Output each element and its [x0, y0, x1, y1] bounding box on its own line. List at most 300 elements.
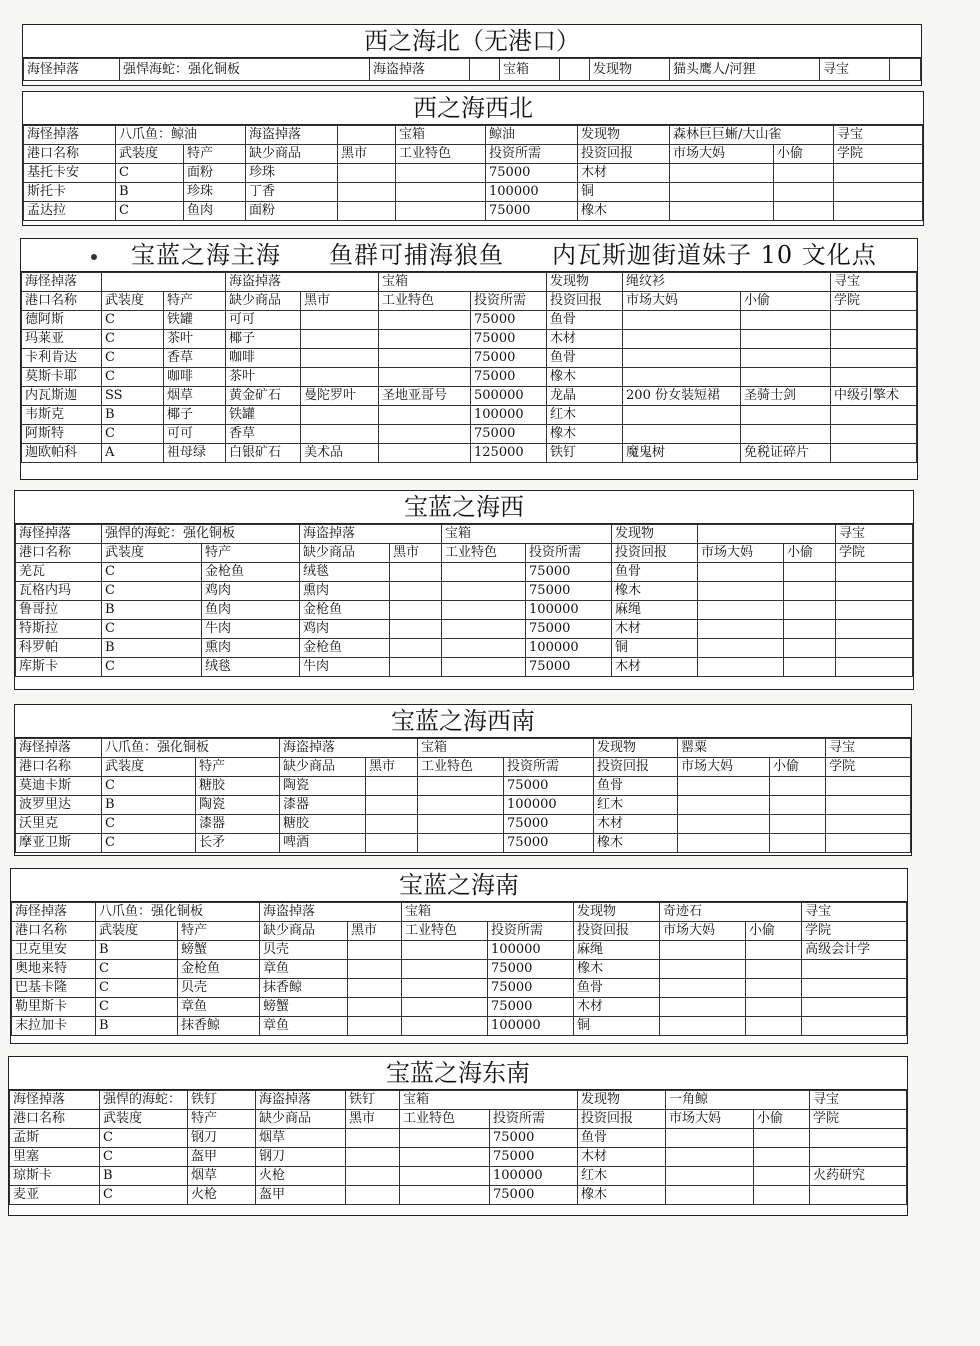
table-cell: [623, 425, 741, 444]
table-cell: 金枪鱼: [178, 960, 260, 979]
table-cell: [836, 601, 913, 620]
section-west-sea-north: [22, 24, 922, 86]
table-cell: 基托卡安: [24, 164, 116, 183]
table-cell: [418, 777, 504, 796]
table-cell: 绒毯: [202, 658, 300, 677]
table-cell: 玛莱亚: [22, 330, 102, 349]
table-cell: 发现物: [574, 903, 660, 922]
table-cell: 强悍海蛇：强化铜板: [120, 59, 370, 81]
table-cell: [396, 183, 486, 202]
table-cell: 75000: [526, 582, 612, 601]
table-cell: 100000: [526, 639, 612, 658]
table-cell: 海怪掉落: [12, 903, 96, 922]
table-cell: [831, 330, 917, 349]
column-header: 黑市: [346, 1110, 400, 1129]
column-header: 工业特色: [396, 145, 486, 164]
table-cell: 发现物: [612, 525, 698, 544]
table-cell: [366, 777, 418, 796]
table-cell: 75000: [526, 620, 612, 639]
table-cell: [301, 349, 379, 368]
table-cell: [698, 563, 784, 582]
table-row: [16, 620, 913, 639]
table-cell: [741, 330, 831, 349]
table-cell: [810, 1129, 907, 1148]
column-header: 投资回报: [594, 758, 678, 777]
section-west-sea-northwest: [22, 91, 924, 226]
table-cell: C: [102, 658, 202, 677]
table-cell: 圣骑士剑: [741, 387, 831, 406]
table-row: [24, 183, 923, 202]
column-header: 市场大妈: [666, 1110, 754, 1129]
table-cell: 烟草: [188, 1167, 256, 1186]
table-cell: 海盗掉落: [280, 739, 418, 758]
table-cell: [623, 406, 741, 425]
table-cell: 海怪掉落: [10, 1091, 100, 1110]
port-table: [21, 272, 917, 463]
table-cell: 螃蟹: [178, 941, 260, 960]
table-cell: [400, 1167, 490, 1186]
column-header: 缺少商品: [256, 1110, 346, 1129]
table-cell: 迦欧帕科: [22, 444, 102, 463]
section-title: 宝蓝之海南: [11, 869, 907, 902]
table-cell: 波罗里达: [16, 796, 102, 815]
table-cell: 75000: [486, 202, 578, 221]
table-cell: 100000: [486, 183, 578, 202]
table-cell: [338, 164, 396, 183]
bullet-icon: [91, 254, 97, 260]
table-cell: 海盗掉落: [260, 903, 402, 922]
column-header: 特产: [196, 758, 280, 777]
table-cell: [810, 1186, 907, 1205]
table-cell: 章鱼: [178, 998, 260, 1017]
table-cell: 里塞: [10, 1148, 100, 1167]
table-cell: 螃蟹: [260, 998, 348, 1017]
table-row: [12, 979, 907, 998]
table-cell: 面粉: [184, 164, 246, 183]
table-cell: 75000: [486, 164, 578, 183]
table-cell: 75000: [488, 998, 574, 1017]
table-cell: 盔甲: [188, 1148, 256, 1167]
table-cell: 寻宝: [826, 739, 911, 758]
column-header: 武装度: [100, 1110, 188, 1129]
table-cell: 橡木: [578, 1186, 666, 1205]
table-cell: 100000: [471, 406, 547, 425]
table-cell: [746, 1017, 802, 1036]
column-header: 特产: [178, 922, 260, 941]
table-cell: 寻宝: [836, 525, 913, 544]
table-cell: 茶叶: [226, 368, 301, 387]
table-row: [22, 368, 917, 387]
table-cell: 啤酒: [280, 834, 366, 853]
table-row: [12, 960, 907, 979]
table-cell: 海怪掉落: [16, 525, 102, 544]
table-cell: 章鱼: [260, 960, 348, 979]
table-cell: C: [96, 998, 178, 1017]
table-cell: 莫斯卡耶: [22, 368, 102, 387]
column-header: 港口名称: [10, 1110, 100, 1129]
table-cell: 红木: [578, 1167, 666, 1186]
table-cell: [402, 960, 488, 979]
table-cell: [301, 425, 379, 444]
table-cell: 库斯卡: [16, 658, 102, 677]
table-cell: 莫迪卡斯: [16, 777, 102, 796]
table-cell: C: [96, 979, 178, 998]
table-cell: 铁罐: [226, 406, 301, 425]
table-cell: 八爪鱼：强化铜板: [96, 903, 260, 922]
table-cell: 橡木: [612, 582, 698, 601]
table-cell: 75000: [471, 349, 547, 368]
table-cell: 铜: [612, 639, 698, 658]
table-cell: 海盗掉落: [246, 126, 338, 145]
column-header: 缺少商品: [260, 922, 348, 941]
table-cell: 卫克里安: [12, 941, 96, 960]
table-row: [24, 202, 923, 221]
table-cell: 75000: [526, 658, 612, 677]
table-cell: 珍珠: [246, 164, 338, 183]
port-table: [15, 524, 913, 677]
table-cell: [442, 563, 526, 582]
table-row: [10, 1186, 907, 1205]
section-title-bar: [21, 239, 917, 272]
table-cell: C: [96, 960, 178, 979]
section-title: 宝蓝之海西南: [15, 705, 911, 738]
column-header: 投资所需: [490, 1110, 578, 1129]
column-header: 小偷: [754, 1110, 810, 1129]
table-cell: [379, 349, 471, 368]
table-cell: 木材: [578, 164, 670, 183]
table-cell: A: [102, 444, 164, 463]
table-cell: [400, 1148, 490, 1167]
column-header: 黑市: [348, 922, 402, 941]
table-cell: 绳纹衫: [623, 273, 831, 292]
table-cell: 金枪鱼: [300, 601, 390, 620]
table-row: [22, 330, 917, 349]
table-header-row: [22, 292, 917, 311]
table-cell: [836, 582, 913, 601]
table-cell: [678, 796, 770, 815]
table-cell: 鲸油: [486, 126, 578, 145]
table-cell: [623, 349, 741, 368]
column-header: 小偷: [784, 544, 836, 563]
table-cell: 发现物: [578, 126, 670, 145]
table-cell: 猫头鹰人/河狸: [670, 59, 820, 81]
column-header: 学院: [834, 145, 923, 164]
table-cell: 面粉: [246, 202, 338, 221]
table-cell: 丁香: [246, 183, 338, 202]
table-cell: [770, 796, 826, 815]
table-cell: [810, 1148, 907, 1167]
table-cell: [678, 777, 770, 796]
table-cell: [698, 620, 784, 639]
section-blue-sea-southwest: [14, 704, 912, 856]
table-row: [22, 311, 917, 330]
column-header: 小偷: [741, 292, 831, 311]
column-header: 市场大妈: [670, 145, 774, 164]
table-cell: 75000: [490, 1129, 578, 1148]
column-header: 投资所需: [526, 544, 612, 563]
table-cell: 红木: [594, 796, 678, 815]
table-cell: 寻宝: [834, 126, 923, 145]
table-cell: [802, 979, 907, 998]
table-cell: [746, 941, 802, 960]
column-header: 港口名称: [24, 145, 116, 164]
section-blue-sea-south: [10, 868, 908, 1044]
table-cell: [834, 183, 923, 202]
table-cell: 圣地亚哥号: [379, 387, 471, 406]
table-cell: [698, 601, 784, 620]
table-cell: 孟斯: [10, 1129, 100, 1148]
table-cell: 200 份女装短裙: [623, 387, 741, 406]
table-cell: B: [102, 639, 202, 658]
table-cell: 末拉加卡: [12, 1017, 96, 1036]
table-cell: [741, 311, 831, 330]
table-cell: [754, 1148, 810, 1167]
table-cell: [678, 815, 770, 834]
table-cell: [826, 796, 911, 815]
column-header: 学院: [810, 1110, 907, 1129]
table-cell: 木材: [574, 998, 660, 1017]
table-cell: [102, 273, 226, 292]
table-cell: 橡木: [594, 834, 678, 853]
table-cell: [802, 960, 907, 979]
table-cell: 100000: [488, 941, 574, 960]
table-cell: 钢刀: [188, 1129, 256, 1148]
table-cell: [366, 834, 418, 853]
column-header: 投资回报: [578, 1110, 666, 1129]
table-cell: 鱼骨: [547, 311, 623, 330]
column-header: 投资所需: [471, 292, 547, 311]
table-cell: [666, 1186, 754, 1205]
table-cell: [400, 1186, 490, 1205]
table-cell: C: [102, 311, 164, 330]
table-cell: 巴基卡隆: [12, 979, 96, 998]
table-cell: [784, 639, 836, 658]
table-cell: 宝箱: [418, 739, 594, 758]
table-cell: 咖啡: [226, 349, 301, 368]
column-header: 武装度: [102, 544, 202, 563]
table-row: [22, 349, 917, 368]
table-row: [22, 406, 917, 425]
table-cell: C: [102, 330, 164, 349]
table-row: [16, 739, 911, 758]
table-cell: 内瓦斯迦: [22, 387, 102, 406]
table-cell: [770, 815, 826, 834]
table-cell: 瓦格内玛: [16, 582, 102, 601]
port-rows: [12, 941, 907, 1036]
table-cell: 金枪鱼: [202, 563, 300, 582]
table-cell: [784, 582, 836, 601]
table-cell: [660, 979, 746, 998]
table-cell: [348, 941, 402, 960]
table-row: [12, 903, 907, 922]
table-row: [22, 425, 917, 444]
table-cell: 75000: [490, 1186, 578, 1205]
table-cell: [741, 368, 831, 387]
table-cell: 75000: [488, 960, 574, 979]
table-cell: [660, 998, 746, 1017]
table-row: [24, 126, 923, 145]
table-cell: [741, 425, 831, 444]
table-cell: 火枪: [188, 1186, 256, 1205]
table-header-row: [16, 758, 911, 777]
table-cell: 鱼骨: [574, 979, 660, 998]
table-cell: [418, 834, 504, 853]
table-cell: 贝壳: [178, 979, 260, 998]
table-cell: [338, 202, 396, 221]
table-cell: B: [102, 796, 196, 815]
table-cell: [834, 202, 923, 221]
column-header: 投资回报: [578, 145, 670, 164]
table-cell: 长矛: [196, 834, 280, 853]
table-cell: [784, 658, 836, 677]
table-cell: [396, 202, 486, 221]
table-cell: 75000: [504, 777, 594, 796]
column-header: 投资所需: [486, 145, 578, 164]
table-cell: [836, 658, 913, 677]
table-cell: 牛肉: [202, 620, 300, 639]
table-cell: [666, 1167, 754, 1186]
table-row: [22, 387, 917, 406]
table-cell: 牛肉: [300, 658, 390, 677]
title-note: 内瓦斯迦街道妹子 10 文化点: [552, 241, 877, 269]
table-cell: 75000: [490, 1148, 578, 1167]
table-cell: 椰子: [164, 406, 226, 425]
table-cell: [366, 815, 418, 834]
column-header: 黑市: [366, 758, 418, 777]
table-cell: [670, 164, 774, 183]
table-cell: [774, 183, 834, 202]
table-cell: C: [102, 368, 164, 387]
table-cell: [826, 777, 911, 796]
table-cell: 100000: [490, 1167, 578, 1186]
table-cell: 麦亚: [10, 1186, 100, 1205]
table-cell: [442, 601, 526, 620]
table-row: [22, 273, 917, 292]
table-cell: 祖母绿: [164, 444, 226, 463]
column-header: 港口名称: [22, 292, 102, 311]
table-cell: 发现物: [590, 59, 670, 81]
table-cell: 鱼骨: [612, 563, 698, 582]
table-cell: 铜: [574, 1017, 660, 1036]
table-cell: 强悍的海蛇：强化铜板: [102, 525, 300, 544]
table-cell: 100000: [488, 1017, 574, 1036]
table-cell: 鱼肉: [202, 601, 300, 620]
table-cell: 铁钉: [188, 1091, 256, 1110]
table-cell: 铁钉: [346, 1091, 400, 1110]
table-cell: 沃里克: [16, 815, 102, 834]
table-cell: 100000: [526, 601, 612, 620]
table-cell: [442, 582, 526, 601]
table-cell: [301, 311, 379, 330]
table-row: [12, 941, 907, 960]
table-cell: 曼陀罗叶: [301, 387, 379, 406]
table-cell: B: [96, 1017, 178, 1036]
column-header: 缺少商品: [226, 292, 301, 311]
table-cell: [390, 658, 442, 677]
table-cell: 火药研究: [810, 1167, 907, 1186]
table-cell: 章鱼: [260, 1017, 348, 1036]
column-header: 武装度: [102, 292, 164, 311]
column-header: 工业特色: [418, 758, 504, 777]
column-header: 学院: [826, 758, 911, 777]
table-row: [16, 658, 913, 677]
table-cell: 德阿斯: [22, 311, 102, 330]
table-cell: 75000: [504, 834, 594, 853]
table-cell: 海怪掉落: [16, 739, 102, 758]
table-cell: 熏肉: [202, 639, 300, 658]
table-cell: [348, 960, 402, 979]
table-cell: [442, 620, 526, 639]
table-cell: [390, 563, 442, 582]
table-cell: [678, 834, 770, 853]
table-cell: 75000: [471, 330, 547, 349]
table-header-row: [12, 922, 907, 941]
table-cell: [784, 563, 836, 582]
table-cell: [831, 425, 917, 444]
table-cell: 漆器: [280, 796, 366, 815]
port-rows: [10, 1129, 907, 1205]
table-cell: [660, 1017, 746, 1036]
table-cell: 75000: [471, 368, 547, 387]
table-cell: 75000: [471, 425, 547, 444]
table-cell: [670, 183, 774, 202]
table-cell: [698, 582, 784, 601]
table-cell: 勒里斯卡: [12, 998, 96, 1017]
table-cell: 免税证碎片: [741, 444, 831, 463]
table-cell: 橡木: [578, 202, 670, 221]
table-cell: 铁钉: [547, 444, 623, 463]
table-cell: 珍珠: [184, 183, 246, 202]
table-cell: 木材: [612, 658, 698, 677]
table-cell: 美术品: [301, 444, 379, 463]
column-header: 小偷: [770, 758, 826, 777]
table-cell: [346, 1167, 400, 1186]
table-cell: C: [102, 620, 202, 639]
table-cell: C: [102, 349, 164, 368]
table-cell: [390, 582, 442, 601]
table-cell: 木材: [578, 1148, 666, 1167]
port-table: [11, 902, 907, 1036]
column-header: 投资回报: [547, 292, 623, 311]
table-cell: 鱼骨: [594, 777, 678, 796]
table-cell: [770, 777, 826, 796]
table-cell: 卡利肯达: [22, 349, 102, 368]
table-header-row: [10, 1110, 907, 1129]
table-cell: [442, 658, 526, 677]
column-header: 学院: [802, 922, 907, 941]
table-cell: [418, 796, 504, 815]
table-cell: C: [100, 1186, 188, 1205]
table-cell: 绒毯: [300, 563, 390, 582]
table-cell: [741, 349, 831, 368]
table-cell: 100000: [504, 796, 594, 815]
table-cell: 木材: [594, 815, 678, 834]
table-cell: 海怪掉落: [24, 126, 116, 145]
table-cell: 魔鬼树: [623, 444, 741, 463]
column-header: 武装度: [102, 758, 196, 777]
table-cell: C: [116, 202, 184, 221]
table-cell: [660, 941, 746, 960]
table-cell: 黄金矿石: [226, 387, 301, 406]
table-cell: 可可: [226, 311, 301, 330]
table-cell: [346, 1148, 400, 1167]
table-cell: [741, 406, 831, 425]
table-cell: [836, 639, 913, 658]
table-cell: [396, 164, 486, 183]
port-rows: [22, 311, 917, 463]
table-row: [16, 834, 911, 853]
table-cell: 抹香鲸: [178, 1017, 260, 1036]
